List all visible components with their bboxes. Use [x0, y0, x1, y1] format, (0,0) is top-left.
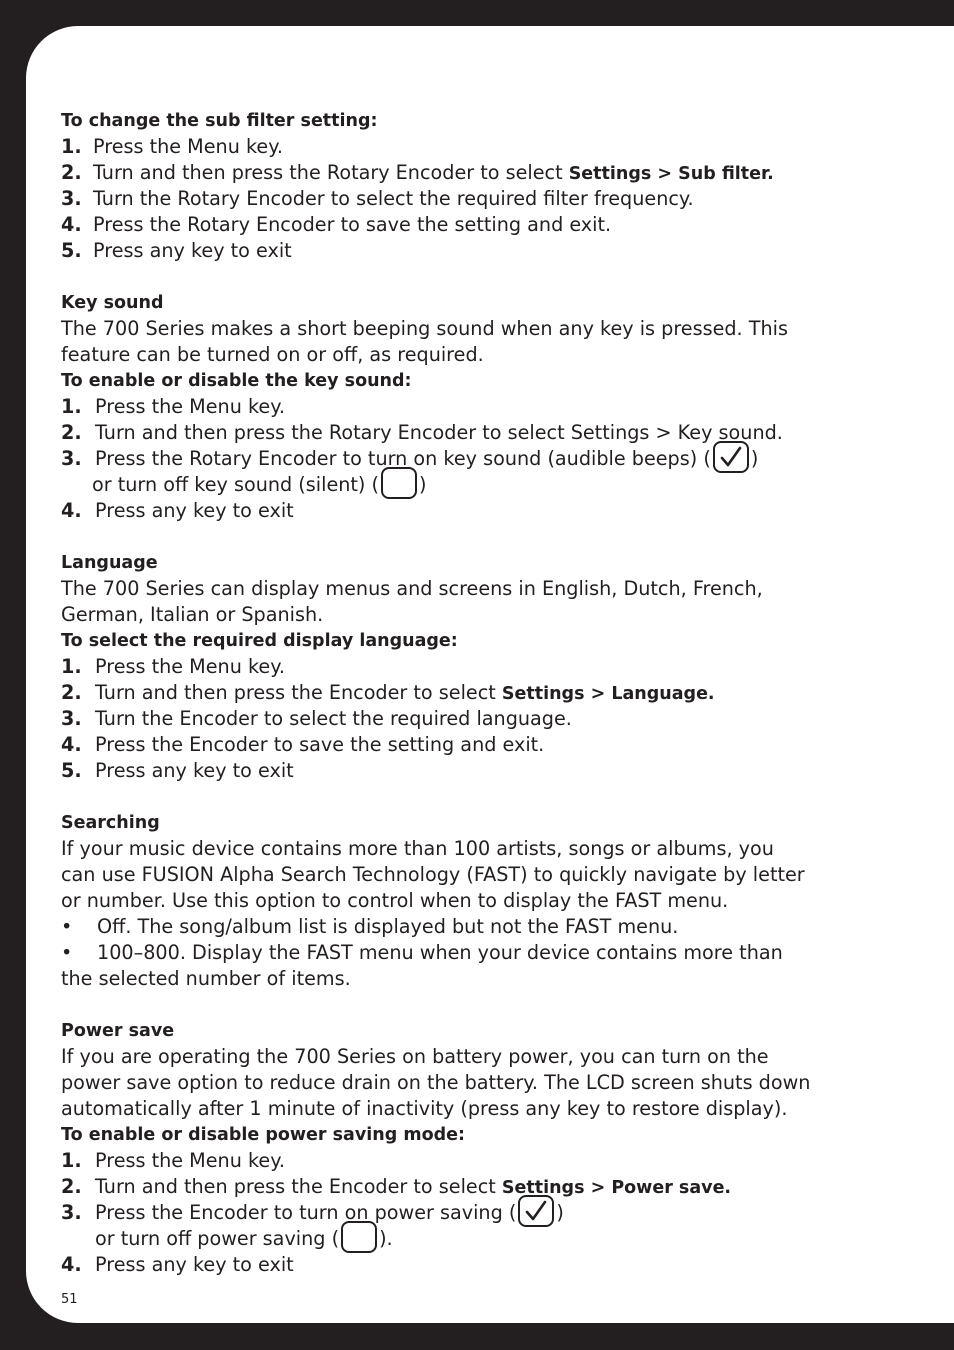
checked-box-icon	[518, 1195, 554, 1227]
list-item: 3. Press the Encoder to turn on power saving ( )	[61, 1200, 881, 1226]
list-item: 1. Press the Menu key.	[61, 1149, 285, 1172]
page	[26, 26, 954, 1323]
bullet-icon: •	[61, 941, 73, 964]
list-item: 2. Turn and then press the Rotary Encoder to select Settings > Key sound.	[61, 421, 783, 444]
bullet-item: • Off. The song/album list is displayed but not the FAST menu.	[61, 915, 679, 938]
sub-heading: To enable or disable the key sound:	[61, 371, 412, 391]
list-item: 2. Turn and then press the Encoder to select Settings > Language.	[61, 681, 715, 704]
list-item: 4. Press any key to exit	[61, 499, 294, 522]
paragraph-line: can use FUSION Alpha Search Technology (FAST) to quickly navigate by letter	[61, 863, 805, 886]
section-heading-sub-filter: To change the sub filter setting:	[61, 111, 378, 131]
paragraph-line: The 700 Series can display menus and screens in English, Dutch, French,	[61, 577, 763, 600]
list-item: 1. Press the Menu key.	[61, 655, 285, 678]
paragraph-line: German, Italian or Spanish.	[61, 603, 324, 626]
list-item-continuation: or turn off key sound (silent) ( )	[61, 472, 881, 498]
paragraph-line: The 700 Series makes a short beeping sound when any key is pressed. This	[61, 317, 788, 340]
paragraph-line: If you are operating the 700 Series on battery power, you can turn on the	[61, 1045, 769, 1068]
list-item: 3. Press the Rotary Encoder to turn on key sound (audible beeps) ( )	[61, 446, 881, 472]
checked-box-icon	[713, 441, 749, 473]
list-item: 4. Press the Rotary Encoder to save the setting and exit.	[61, 213, 612, 236]
sub-heading: To select the required display language:	[61, 631, 458, 651]
paragraph-line: or number. Use this option to control when to display the FAST menu.	[61, 889, 729, 912]
sub-heading: To enable or disable power saving mode:	[61, 1125, 466, 1145]
section-heading-power-save: Power save	[61, 1021, 175, 1041]
list-item: 1. Press the Menu key.	[61, 135, 283, 158]
section-heading-language: Language	[61, 553, 158, 573]
page-content	[61, 108, 881, 1278]
list-item: 4. Press any key to exit	[61, 1253, 294, 1276]
section-heading-key-sound: Key sound	[61, 293, 164, 313]
bullet-item-continuation: the selected number of items.	[61, 967, 351, 990]
page-number: 51	[61, 1292, 78, 1307]
paragraph-line: If your music device contains more than 100 artists, songs or albums, you	[61, 837, 774, 860]
list-item: 2. Turn and then press the Encoder to select Settings > Power save.	[61, 1175, 732, 1198]
list-item: 5. Press any key to exit	[61, 239, 292, 262]
list-item-continuation: or turn off power saving ( ).	[61, 1226, 881, 1252]
bullet-icon: •	[61, 915, 73, 938]
list-item: 1. Press the Menu key.	[61, 395, 285, 418]
menu-path: Settings > Power save.	[501, 1178, 732, 1198]
list-item: 5. Press any key to exit	[61, 759, 294, 782]
list-item: 3. Turn the Encoder to select the required language.	[61, 707, 572, 730]
section-heading-searching: Searching	[61, 813, 160, 833]
empty-box-icon	[341, 1221, 377, 1253]
empty-box-icon	[381, 467, 417, 499]
bullet-item: • 100–800. Display the FAST menu when your device contains more than	[61, 941, 783, 964]
list-item: 2. Turn and then press the Rotary Encoder to select Settings > Sub filter.	[61, 161, 774, 184]
paragraph-line: power save option to reduce drain on the battery. The LCD screen shuts down	[61, 1071, 811, 1094]
paragraph-line: automatically after 1 minute of inactivity (press any key to restore display).	[61, 1097, 788, 1120]
menu-path: Settings > Sub filter.	[568, 164, 774, 184]
menu-path: Settings > Language.	[501, 684, 715, 704]
list-item: 4. Press the Encoder to save the setting and exit.	[61, 733, 545, 756]
list-item: 3. Turn the Rotary Encoder to select the required filter frequency.	[61, 187, 694, 210]
paragraph-line: feature can be turned on or off, as required.	[61, 343, 484, 366]
